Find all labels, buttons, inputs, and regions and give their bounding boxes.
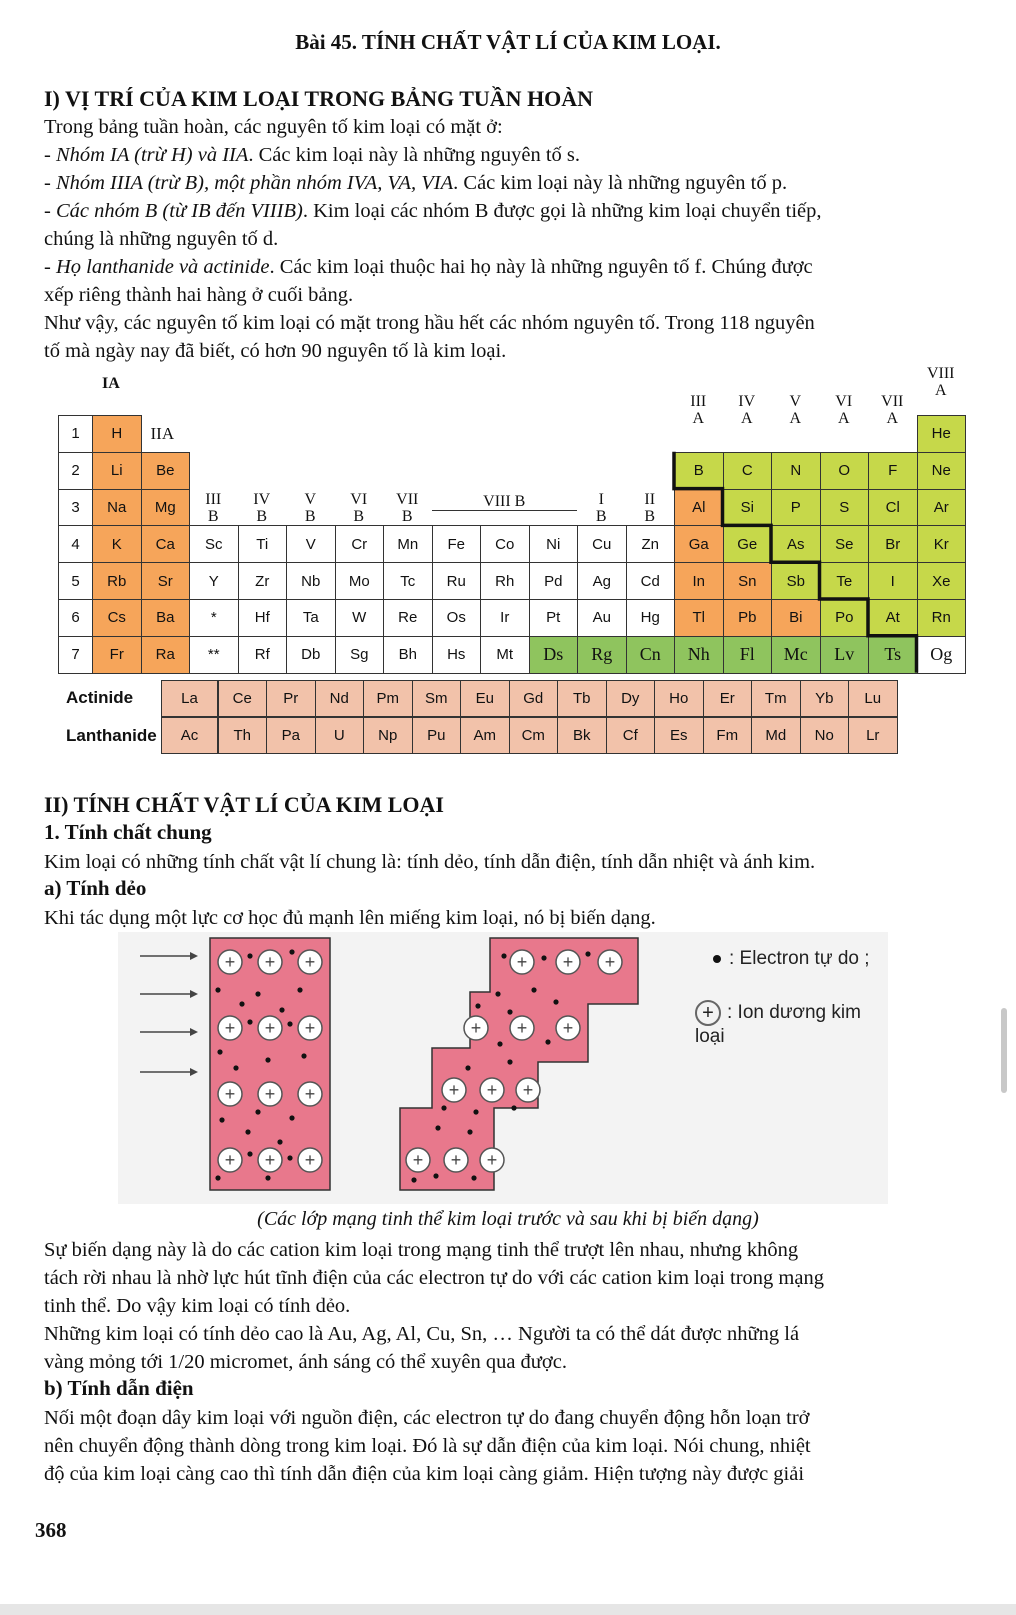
element-cell: Te <box>820 562 870 600</box>
ion-sign: + <box>412 1150 424 1170</box>
element-cell: Br <box>868 525 918 563</box>
element-cell: Hf <box>238 599 288 637</box>
free-electron <box>215 1175 220 1180</box>
f-element-cell: Sm <box>412 680 462 717</box>
bullet-4-italic: - Họ lanthanide và actinide <box>44 256 270 278</box>
free-electron <box>255 1109 260 1114</box>
element-cell: Ra <box>141 636 191 674</box>
free-electron <box>301 1053 306 1058</box>
bullet-3-continued: chúng là những nguyên tố d. <box>44 228 279 250</box>
free-electron <box>217 1049 222 1054</box>
group-header-roman: VII <box>396 490 419 508</box>
conclusion-line-1: Như vậy, các nguyên tố kim loại có mặt trong hầu hết các nhóm nguyên tố. Trong 118 nguyên <box>44 312 815 334</box>
positive-ion-icon: + <box>695 1000 721 1026</box>
periodic-table <box>0 0 1016 780</box>
element-cell: * <box>189 599 239 637</box>
f-element-cell: Cm <box>509 717 559 754</box>
ion-sign: + <box>450 1150 462 1170</box>
ductile-metals-line-1: Những kim loại có tính dẻo cao là Au, Ag, Al, Cu, Sn, … Người ta có thể dát được những lá <box>44 1323 800 1345</box>
element-cell: Bh <box>383 636 433 674</box>
free-electron <box>495 991 500 996</box>
free-electron <box>265 1175 270 1180</box>
bottom-bar <box>0 1604 1016 1615</box>
free-electron <box>501 953 506 958</box>
f-element-cell: Lr <box>848 717 898 754</box>
free-electron <box>553 999 558 1004</box>
element-cell: Ir <box>480 599 530 637</box>
ion-sign: + <box>516 952 528 972</box>
element-cell: Xe <box>917 562 967 600</box>
group-header-letter: A <box>886 410 899 427</box>
free-electron <box>585 951 590 956</box>
group-header-roman: VI <box>350 490 368 508</box>
element-cell: Lv <box>820 636 870 674</box>
element-cell: Mc <box>771 636 821 674</box>
element-cell: K <box>92 525 142 563</box>
element-cell: Co <box>480 525 530 563</box>
group-header-IVA <box>723 393 772 427</box>
ion-sign: + <box>470 1018 482 1038</box>
f-element-cell: Ac <box>161 717 218 754</box>
free-electron <box>545 1039 550 1044</box>
conductivity-line-2: nên chuyển động thành dòng trong kim loại. Đó là sự dẫn điện của kim loại. Nói chung, nhiệt <box>44 1435 811 1457</box>
lattice-deformation-figure <box>118 932 888 1204</box>
element-cell: Sb <box>771 562 821 600</box>
bullet-4-continued: xếp riêng thành hai hàng ở cuối bảng. <box>44 284 354 306</box>
f-element-cell: Er <box>703 680 753 717</box>
element-cell: Cr <box>335 525 385 563</box>
free-electron <box>245 1129 250 1134</box>
free-electron <box>531 987 536 992</box>
element-cell: Re <box>383 599 433 637</box>
group-header-VIIB <box>383 491 432 525</box>
element-cell: Db <box>286 636 336 674</box>
free-electron <box>497 1041 502 1046</box>
element-cell: Ca <box>141 525 191 563</box>
bullet-2-italic: - Nhóm IIIA (trừ B), một phần nhóm IVA, VA, VIA <box>44 172 454 194</box>
group-header-VIA <box>820 393 869 427</box>
ductility-explanation-line-1: Sự biến dạng này là do các cation kim loại trong mạng tinh thể trượt lên nhau, nhưng không <box>44 1239 799 1261</box>
bullet-1-text: . Các kim loại này là những nguyên tố s. <box>248 144 581 166</box>
group-header-roman: VI <box>835 393 853 410</box>
group-header-letter: B <box>304 507 316 525</box>
element-cell: Mg <box>141 489 191 527</box>
group-header-VIIIB: VIII B <box>432 493 578 511</box>
element-cell: Kr <box>917 525 967 563</box>
free-electron <box>471 1175 476 1180</box>
f-element-cell: Nd <box>315 680 365 717</box>
element-cell: Ts <box>868 636 918 674</box>
group-header-IIB <box>626 491 675 525</box>
f-element-cell: Pm <box>363 680 413 717</box>
subsection-a-heading: a) Tính dẻo <box>44 876 147 900</box>
f-element-cell: La <box>161 680 218 717</box>
free-electron <box>441 1105 446 1110</box>
bullet-4-text: . Các kim loại thuộc hai họ này là những nguyên tố f. Chúng được <box>269 256 813 278</box>
legend-ion <box>695 1000 888 1048</box>
element-cell: Cs <box>92 599 142 637</box>
element-cell: Rb <box>92 562 142 600</box>
period-number: 1 <box>58 415 93 453</box>
ion-sign: + <box>304 1018 316 1038</box>
section-2-heading: II) TÍNH CHẤT VẬT LÍ CỦA KIM LOẠI <box>44 792 444 817</box>
f-element-cell: Md <box>751 717 801 754</box>
f-element-cell: No <box>800 717 850 754</box>
f-element-cell: Np <box>363 717 413 754</box>
ion-sign: + <box>264 1084 276 1104</box>
period-number: 7 <box>58 636 93 674</box>
free-electron <box>511 1105 516 1110</box>
general-properties-text: Kim loại có những tính chất vật lí chung là: tính dẻo, tính dẫn điện, tính dẫn nhiệt và ánh kim. <box>44 851 816 873</box>
f-element-cell: Cf <box>606 717 656 754</box>
group-header-roman: VIII <box>926 365 955 382</box>
force-arrowhead <box>190 990 198 998</box>
figure-caption: (Các lớp mạng tinh thể kim loại trước và sau khi bị biến dạng) <box>257 1208 759 1230</box>
free-electron <box>247 1151 252 1156</box>
element-cell: Ti <box>238 525 288 563</box>
group-header-roman: II <box>644 490 656 508</box>
element-cell: Nh <box>674 636 724 674</box>
ion-sign: + <box>304 1150 316 1170</box>
group-header-letter: A <box>740 410 753 427</box>
ion-sign: + <box>224 1018 236 1038</box>
element-cell: Ru <box>432 562 482 600</box>
group-header-letter: B <box>256 507 268 525</box>
group-header-roman: I <box>598 490 604 508</box>
element-cell: P <box>771 489 821 527</box>
conductivity-line-1: Nối một đoạn dây kim loại với nguồn điện, các electron tự do đang chuyển động hỗn loạn trở <box>44 1407 810 1429</box>
element-cell: Mn <box>383 525 433 563</box>
group-header-IIIB <box>189 491 238 525</box>
group-header-roman: V <box>304 490 317 508</box>
element-cell: N <box>771 452 821 490</box>
f-element-cell: Es <box>654 717 704 754</box>
element-cell: Ni <box>529 525 579 563</box>
element-cell: Sn <box>723 562 773 600</box>
element-cell: Po <box>820 599 870 637</box>
free-electron <box>507 1009 512 1014</box>
ion-sign: + <box>562 952 574 972</box>
element-cell: Al <box>674 489 724 527</box>
element-cell: Si <box>723 489 773 527</box>
bullet-3-italic: - Các nhóm B (từ IB đến VIIIB) <box>44 200 303 222</box>
lattice-after <box>400 938 638 1190</box>
ion-sign: + <box>224 952 236 972</box>
f-element-cell: Lu <box>848 680 898 717</box>
element-cell: Rf <box>238 636 288 674</box>
ductility-explanation-line-3: tinh thể. Do vậy kim loại có tính dẻo. <box>44 1295 351 1317</box>
element-cell: Tc <box>383 562 433 600</box>
group-header-letter: A <box>837 410 850 427</box>
group-header-letter: B <box>595 507 607 525</box>
scrollbar-thumb[interactable] <box>1001 1008 1007 1093</box>
element-cell: In <box>674 562 724 600</box>
element-cell: Zr <box>238 562 288 600</box>
element-cell: Hs <box>432 636 482 674</box>
legend-electron <box>713 948 870 970</box>
f-element-cell: U <box>315 717 365 754</box>
free-electron <box>541 955 546 960</box>
element-cell: Cl <box>868 489 918 527</box>
group-header-letter: B <box>644 507 656 525</box>
element-cell: He <box>917 415 967 453</box>
free-electron <box>297 987 302 992</box>
group-header-letter: A <box>692 410 705 427</box>
element-cell: Os <box>432 599 482 637</box>
element-cell: S <box>820 489 870 527</box>
group-header-letter: A <box>789 410 802 427</box>
element-cell: W <box>335 599 385 637</box>
actinide-label: Actinide <box>66 688 134 707</box>
element-cell: Mo <box>335 562 385 600</box>
ion-sign: + <box>304 952 316 972</box>
f-element-cell: Pa <box>266 717 316 754</box>
element-cell: Mt <box>480 636 530 674</box>
group-header-IIA: IIA <box>150 424 175 443</box>
ion-sign: + <box>562 1018 574 1038</box>
element-cell: Be <box>141 452 191 490</box>
element-cell: V <box>286 525 336 563</box>
ductile-metals-line-2: vàng mỏng tới 1/20 micromet, ánh sáng có thể xuyên qua được. <box>44 1351 567 1373</box>
group-header-VB <box>286 491 335 525</box>
ion-sign: + <box>516 1018 528 1038</box>
free-electron <box>433 1173 438 1178</box>
ductility-intro: Khi tác dụng một lực cơ học đủ mạnh lên miếng kim loại, nó bị biến dạng. <box>44 907 656 929</box>
element-cell: Se <box>820 525 870 563</box>
free-electron <box>277 1139 282 1144</box>
f-element-cell: Yb <box>800 680 850 717</box>
ion-sign: + <box>304 1084 316 1104</box>
electron-dot-icon <box>713 955 721 963</box>
element-cell: O <box>820 452 870 490</box>
element-cell: Hg <box>626 599 676 637</box>
element-cell: Sc <box>189 525 239 563</box>
lattice-diagram <box>118 932 888 1204</box>
free-electron <box>265 1057 270 1062</box>
free-electron <box>473 1109 478 1114</box>
legend-electron-label: : Electron tự do ; <box>729 948 870 969</box>
element-cell: ** <box>189 636 239 674</box>
group-header-roman: IV <box>738 393 756 410</box>
group-header-IVB <box>238 491 287 525</box>
ion-sign: + <box>224 1150 236 1170</box>
subsection-b-heading: b) Tính dẫn điện <box>44 1376 194 1400</box>
ion-sign: + <box>448 1080 460 1100</box>
element-cell: Na <box>92 489 142 527</box>
section-1-heading: I) VỊ TRÍ CỦA KIM LOẠI TRONG BẢNG TUẦN HOÀN <box>44 86 594 111</box>
bullet-2-text: . Các kim loại này là những nguyên tố p. <box>453 172 788 194</box>
element-cell: Sr <box>141 562 191 600</box>
free-electron <box>287 1021 292 1026</box>
group-header-letter: B <box>401 507 413 525</box>
free-electron <box>475 1003 480 1008</box>
free-electron <box>411 1177 416 1182</box>
conclusion-line-2: tố mà ngày nay đã biết, có hơn 90 nguyên tố là kim loại. <box>44 340 507 362</box>
group-header-roman: III <box>205 490 222 508</box>
group-header-roman: V <box>789 393 802 410</box>
element-cell: F <box>868 452 918 490</box>
element-cell: Fr <box>92 636 142 674</box>
period-number: 5 <box>58 562 93 600</box>
lanthanide-label: Lanthanide <box>66 726 157 745</box>
free-electron <box>215 987 220 992</box>
element-cell: I <box>868 562 918 600</box>
element-cell: H <box>92 415 142 453</box>
element-cell: Zn <box>626 525 676 563</box>
f-element-cell: Bk <box>557 717 607 754</box>
f-element-cell: Pr <box>266 680 316 717</box>
page-number: 368 <box>35 1518 67 1542</box>
subsection-1-heading: 1. Tính chất chung <box>44 820 212 844</box>
ion-sign: + <box>486 1080 498 1100</box>
element-cell: Ar <box>917 489 967 527</box>
f-element-cell: Ho <box>654 680 704 717</box>
conductivity-line-3: độ của kim loại càng cao thì tính dẫn điện của kim loại càng giảm. Hiện tượng này được giải <box>44 1463 805 1485</box>
free-electron <box>465 1065 470 1070</box>
free-electron <box>279 1007 284 1012</box>
group-header-letter: A <box>934 382 947 399</box>
free-electron <box>289 1115 294 1120</box>
group-header-roman: III <box>690 393 707 410</box>
ductility-explanation-line-2: tách rời nhau là nhờ lực hút tĩnh điện của các electron tự do với các cation kim loại trong mạng <box>44 1267 824 1289</box>
group-header-VIIA <box>868 393 917 427</box>
element-cell: Bi <box>771 599 821 637</box>
element-cell: Pd <box>529 562 579 600</box>
legend-ion-label: : Ion dương kim loại <box>695 1002 861 1047</box>
force-arrowhead <box>190 1028 198 1036</box>
group-header-letter: B <box>207 507 219 525</box>
element-cell: Og <box>917 636 967 674</box>
element-cell: Pb <box>723 599 773 637</box>
force-arrowhead <box>190 1068 198 1076</box>
f-element-cell: Dy <box>606 680 656 717</box>
element-cell: Sg <box>335 636 385 674</box>
element-cell: Ge <box>723 525 773 563</box>
free-electron <box>247 953 252 958</box>
group-header-VIIIA <box>917 365 966 399</box>
element-cell: Rh <box>480 562 530 600</box>
period-number: 3 <box>58 489 93 527</box>
ion-sign: + <box>264 1150 276 1170</box>
f-element-cell: Pu <box>412 717 462 754</box>
ion-sign: + <box>264 952 276 972</box>
ion-sign: + <box>486 1150 498 1170</box>
free-electron <box>435 1125 440 1130</box>
element-cell: Cd <box>626 562 676 600</box>
period-number: 4 <box>58 525 93 563</box>
element-cell: Pt <box>529 599 579 637</box>
element-cell: Rn <box>917 599 967 637</box>
bullet-3-text: . Kim loại các nhóm B được gọi là những kim loại chuyển tiếp, <box>302 200 822 222</box>
element-cell: As <box>771 525 821 563</box>
f-element-cell: Tb <box>557 680 607 717</box>
free-electron <box>239 1001 244 1006</box>
element-cell: B <box>674 452 724 490</box>
f-element-cell: Fm <box>703 717 753 754</box>
lesson-title: Bài 45. TÍNH CHẤT VẬT LÍ CỦA KIM LOẠI. <box>295 30 721 54</box>
free-electron <box>507 1059 512 1064</box>
element-cell: Y <box>189 562 239 600</box>
ion-sign: + <box>604 952 616 972</box>
group-header-letter: B <box>353 507 365 525</box>
element-cell: Au <box>577 599 627 637</box>
element-cell: Cn <box>626 636 676 674</box>
element-cell: Cu <box>577 525 627 563</box>
free-electron <box>255 991 260 996</box>
element-cell: Ba <box>141 599 191 637</box>
element-cell: Ne <box>917 452 967 490</box>
group-header-IA: IA <box>102 375 120 392</box>
element-cell: Nb <box>286 562 336 600</box>
element-cell: Fe <box>432 525 482 563</box>
free-electron <box>287 1155 292 1160</box>
f-element-cell: Tm <box>751 680 801 717</box>
free-electron <box>233 1065 238 1070</box>
group-header-VA <box>771 393 820 427</box>
f-element-cell: Th <box>218 717 268 754</box>
bullet-1-italic: - Nhóm IA (trừ H) và IIA <box>44 144 249 166</box>
f-element-cell: Ce <box>218 680 268 717</box>
f-element-cell: Gd <box>509 680 559 717</box>
ion-sign: + <box>224 1084 236 1104</box>
element-cell: Fl <box>723 636 773 674</box>
free-electron <box>289 949 294 954</box>
period-number: 6 <box>58 599 93 637</box>
free-electron <box>467 1129 472 1134</box>
group-header-VIB <box>335 491 384 525</box>
free-electron <box>247 1019 252 1024</box>
force-arrowhead <box>190 952 198 960</box>
element-cell: At <box>868 599 918 637</box>
element-cell: C <box>723 452 773 490</box>
group-header-roman: VII <box>881 393 904 410</box>
element-cell: Ag <box>577 562 627 600</box>
ion-sign: + <box>264 1018 276 1038</box>
element-cell: Rg <box>577 636 627 674</box>
group-header-IIIA <box>674 393 723 427</box>
ion-sign: + <box>522 1080 534 1100</box>
f-element-cell: Am <box>460 717 510 754</box>
f-element-cell: Eu <box>460 680 510 717</box>
group-header-roman: IV <box>253 490 271 508</box>
group-header-IB <box>577 491 626 525</box>
period-number: 2 <box>58 452 93 490</box>
free-electron <box>219 1117 224 1122</box>
section-1-intro: Trong bảng tuần hoàn, các nguyên tố kim loại có mặt ở: <box>44 116 503 138</box>
element-cell: Tl <box>674 599 724 637</box>
element-cell: Ta <box>286 599 336 637</box>
element-cell: Ds <box>529 636 579 674</box>
element-cell: Ga <box>674 525 724 563</box>
element-cell: Li <box>92 452 142 490</box>
